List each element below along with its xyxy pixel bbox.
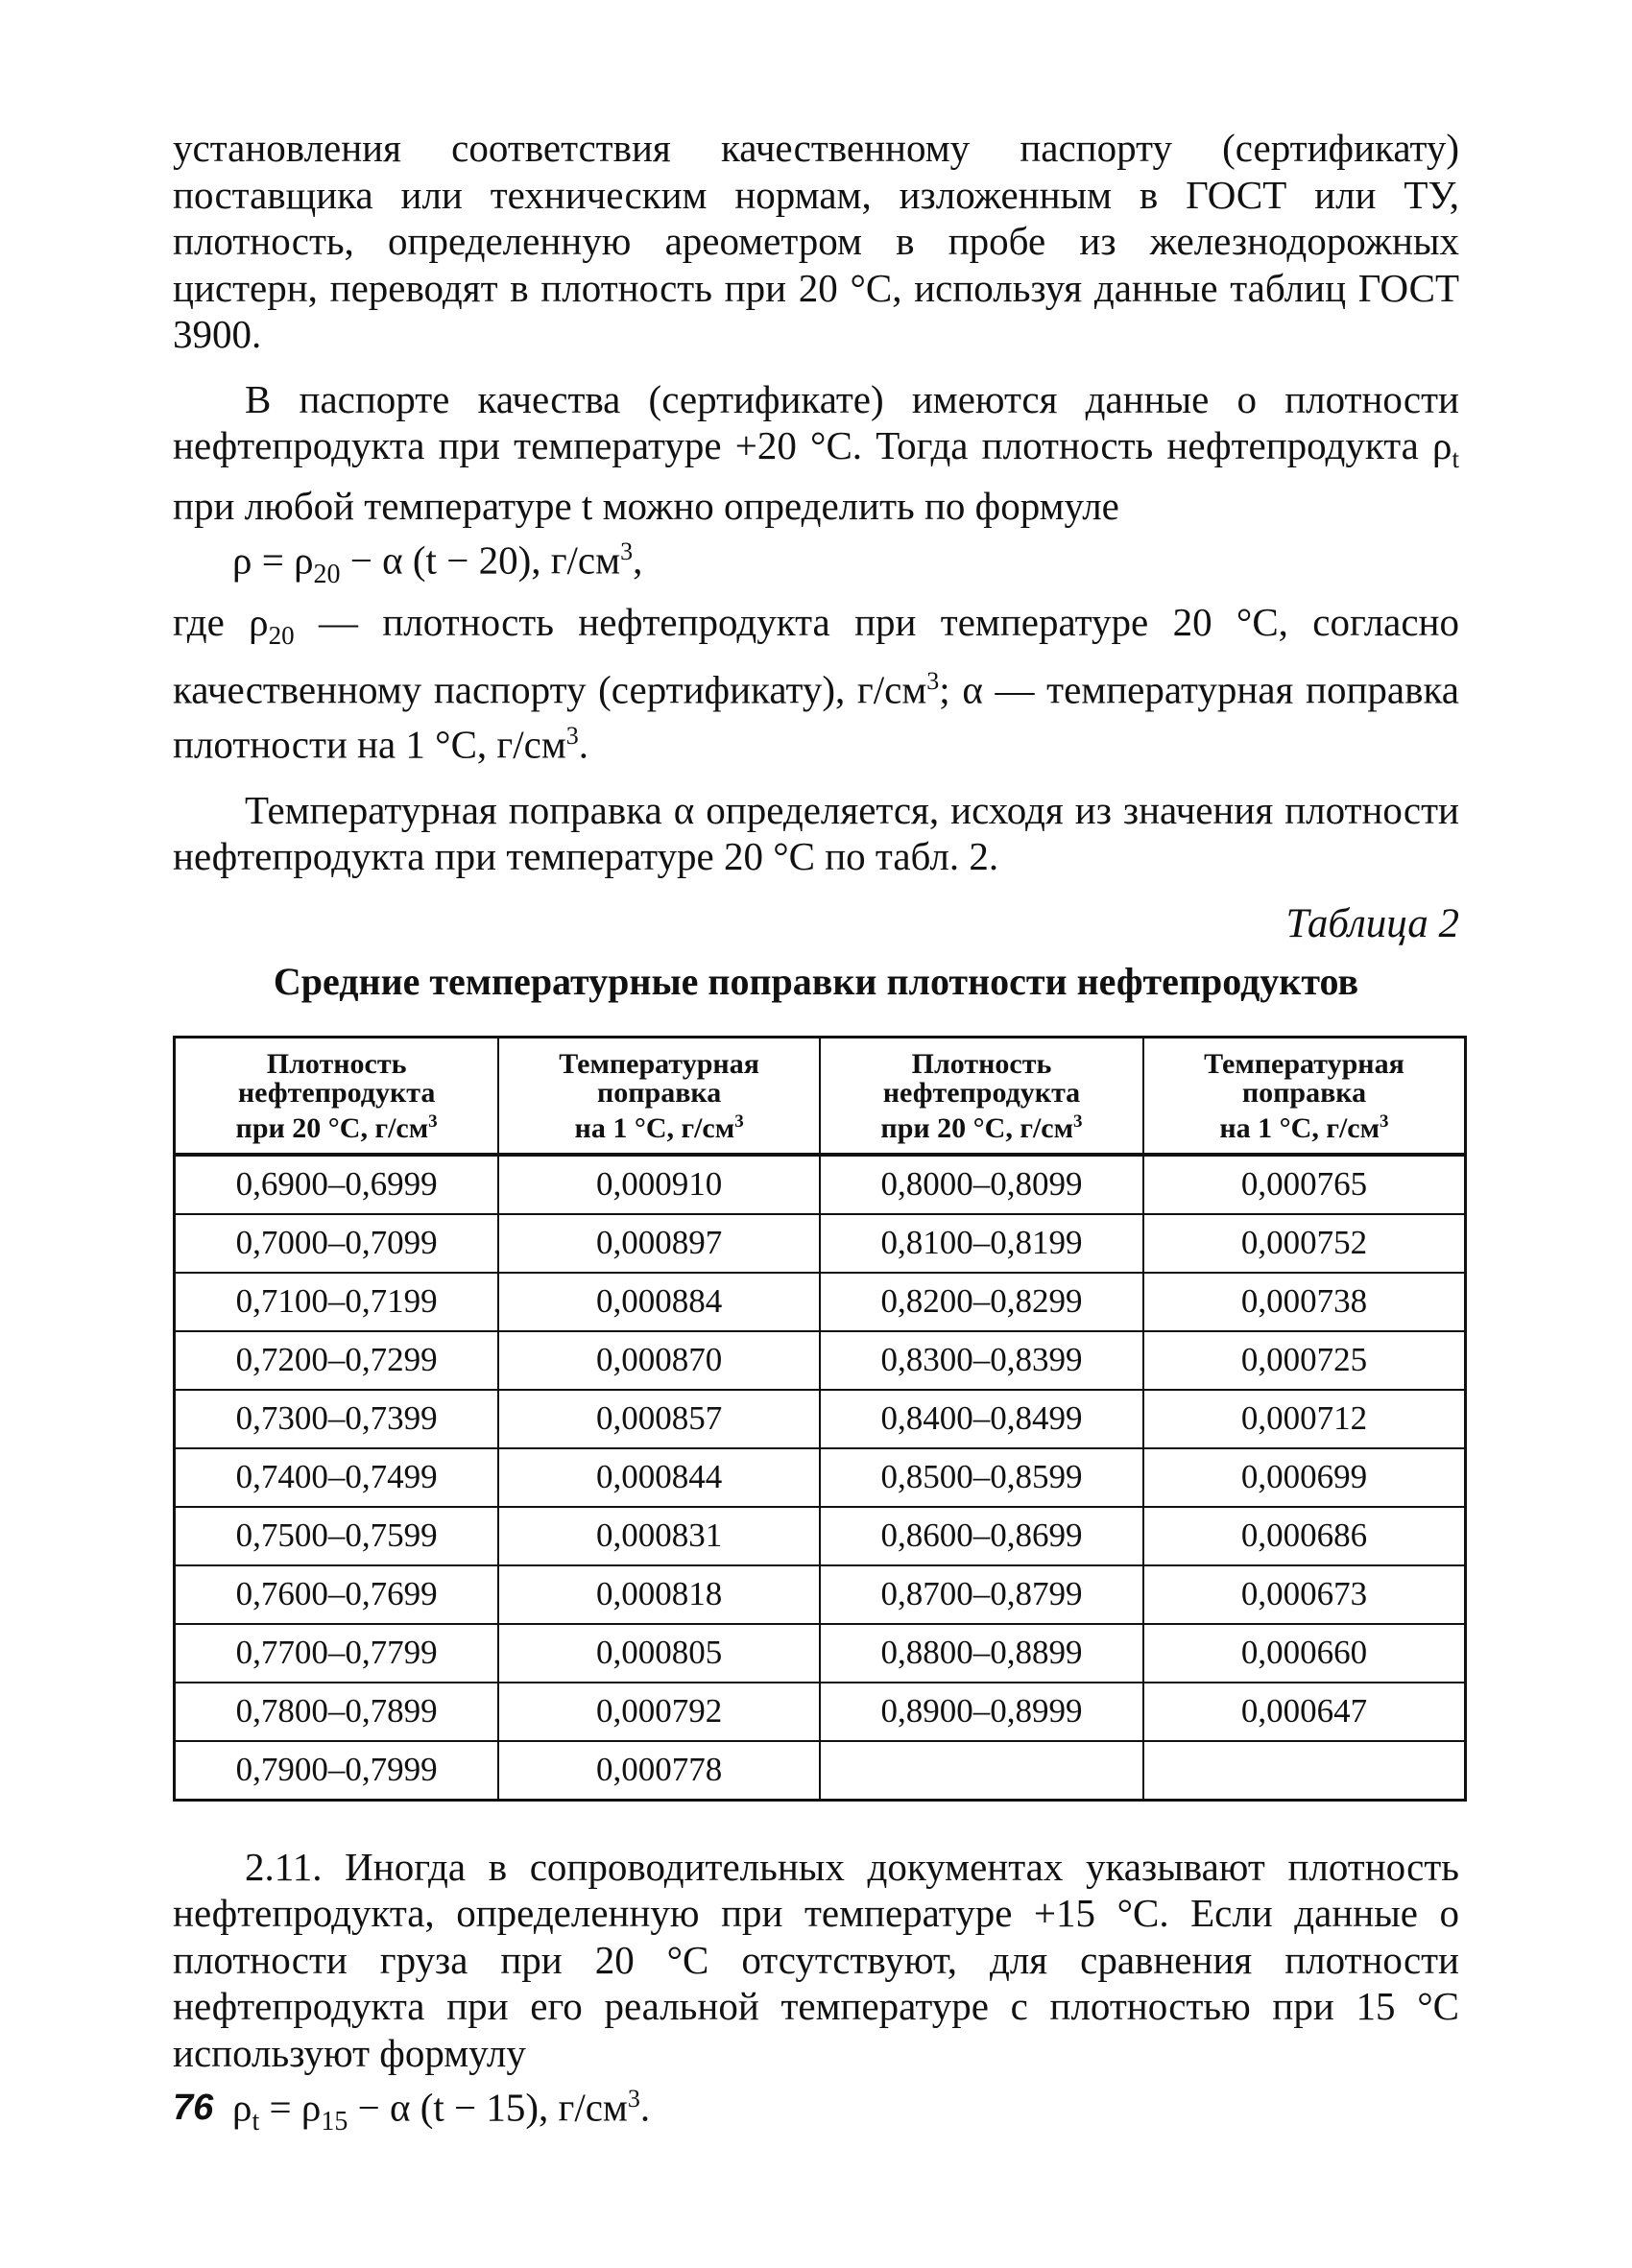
table-cell: 0,7100–0,7199 bbox=[175, 1273, 499, 1331]
table-cell: 0,8000–0,8099 bbox=[820, 1155, 1143, 1214]
table-row bbox=[175, 1507, 1466, 1565]
table-cell: 0,000686 bbox=[1143, 1507, 1466, 1565]
table-header-row bbox=[175, 1037, 1466, 1155]
table-cell bbox=[820, 1741, 1143, 1801]
paragraph-1: установления соответствия качественному паспорту (сертификату) поставщика или техническим нормам, изложенным в ГОСТ или ТУ, плотность, определенную ареометром в пробе из железнодорожных цистерн, переводят в плотность при 20 °С, используя данные таблиц ГОСТ 3900. bbox=[173, 126, 1459, 356]
table-cell: 0,000857 bbox=[498, 1390, 820, 1448]
table-cell: 0,7400–0,7499 bbox=[175, 1448, 499, 1507]
table-cell: 0,000778 bbox=[498, 1741, 820, 1801]
paragraph-4: Температурная поправка α определяется, исходя из значения плотности нефтепродукта при температуре 20 °С по табл. 2. bbox=[173, 787, 1459, 879]
table-cell: 0,000660 bbox=[1143, 1624, 1466, 1683]
table-row bbox=[175, 1155, 1466, 1214]
table-cell: 0,8600–0,8699 bbox=[820, 1507, 1143, 1565]
table-row bbox=[175, 1448, 1466, 1507]
table-cell: 0,8200–0,8299 bbox=[820, 1273, 1143, 1331]
table-caption: Таблица 2 bbox=[1285, 900, 1459, 946]
table-row bbox=[175, 1273, 1466, 1331]
page-number: 76 bbox=[173, 2088, 214, 2128]
table-cell: 0,000818 bbox=[498, 1565, 820, 1624]
table-cell: 0,7200–0,7299 bbox=[175, 1331, 499, 1390]
table-cell: 0,000884 bbox=[498, 1273, 820, 1331]
table-cell: 0,7500–0,7599 bbox=[175, 1507, 499, 1565]
table-row bbox=[175, 1683, 1466, 1741]
table-cell bbox=[1143, 1741, 1466, 1801]
page-content bbox=[173, 125, 1459, 2145]
table-title: Средние температурные поправки плотности нефтепродуктов bbox=[273, 959, 1359, 1003]
density-correction-table bbox=[173, 1036, 1467, 1802]
header-correction: Температурная поправка на 1 °С, $г/см^3$ bbox=[498, 1037, 820, 1155]
table-cell: 0,8500–0,8599 bbox=[820, 1448, 1143, 1507]
table-cell: 0,000673 bbox=[1143, 1565, 1466, 1624]
table-cell: 0,7700–0,7799 bbox=[175, 1624, 499, 1683]
table-cell: 0,7000–0,7099 bbox=[175, 1214, 499, 1273]
density-formula-15: $\rho_t = \rho_{15} - \alpha$ (t − 15), $г/см^3$. bbox=[232, 2085, 651, 2137]
table-row bbox=[175, 1390, 1466, 1448]
table-cell: 0,7900–0,7999 bbox=[175, 1741, 499, 1801]
table-cell: 0,000699 bbox=[1143, 1448, 1466, 1507]
table-cell: 0,8900–0,8999 bbox=[820, 1683, 1143, 1741]
header-correction: Температурная поправка на 1 °С, $г/см^3$ bbox=[1143, 1037, 1466, 1155]
table-cell: 0,7600–0,7699 bbox=[175, 1565, 499, 1624]
table-cell: 0,000725 bbox=[1143, 1331, 1466, 1390]
table-cell: 0,000805 bbox=[498, 1624, 820, 1683]
table-cell: 0,8100–0,8199 bbox=[820, 1214, 1143, 1273]
table-cell: 0,000752 bbox=[1143, 1214, 1466, 1273]
density-formula-20: $\rho = \rho_{20} - \alpha$ (t − 20), $г/см^3$, bbox=[232, 537, 643, 590]
table-cell: 0,000712 bbox=[1143, 1390, 1466, 1448]
paragraph-2: В паспорте качества (сертификате) имеются данные о плотности нефтепродукта при температуре +20 °С. Тогда плотность нефтепродукта $\rho_t$ при любой температуре t можно определить по формуле bbox=[173, 376, 1459, 528]
table-row bbox=[175, 1331, 1466, 1390]
table-row bbox=[175, 1624, 1466, 1683]
paragraph-5: 2.11. Иногда в сопроводительных документах указывают плотность нефтепродукта, определенную при температуре +15 °С. Если данные о плотности груза при 20 °С отсутствуют, для сравнения плотности нефтепродукта при его реальной температуре с плотностью при 15 °С используют формулу bbox=[173, 1844, 1459, 2075]
table-cell: 0,8400–0,8499 bbox=[820, 1390, 1143, 1448]
table-cell: 0,8800–0,8899 bbox=[820, 1624, 1143, 1683]
table-cell: 0,000647 bbox=[1143, 1683, 1466, 1741]
table-cell: 0,000844 bbox=[498, 1448, 820, 1507]
table-cell: 0,7800–0,7899 bbox=[175, 1683, 499, 1741]
table-row bbox=[175, 1741, 1466, 1801]
table-cell: 0,000897 bbox=[498, 1214, 820, 1273]
header-density: Плотность нефтепродукта при 20 °С, $г/см^3$ bbox=[175, 1037, 499, 1155]
paragraph-3: где $\rho_{20}$ — плотность нефтепродукта при температуре 20 °С, согласно качественному паспорту (сертификату), $г/см^3$; α — температурная поправка плотности на 1 °С, $г/см^3$. bbox=[173, 599, 1459, 768]
table-cell: 0,000792 bbox=[498, 1683, 820, 1741]
table-row bbox=[175, 1214, 1466, 1273]
table-cell: 0,000831 bbox=[498, 1507, 820, 1565]
table-cell: 0,7300–0,7399 bbox=[175, 1390, 499, 1448]
table-cell: 0,8300–0,8399 bbox=[820, 1331, 1143, 1390]
table-cell: 0,6900–0,6999 bbox=[175, 1155, 499, 1214]
table-cell: 0,000738 bbox=[1143, 1273, 1466, 1331]
table-cell: 0,8700–0,8799 bbox=[820, 1565, 1143, 1624]
header-density: Плотность нефтепродукта при 20 °С, $г/см^3$ bbox=[820, 1037, 1143, 1155]
table-row bbox=[175, 1565, 1466, 1624]
table-cell: 0,000910 bbox=[498, 1155, 820, 1214]
table-cell: 0,000870 bbox=[498, 1331, 820, 1390]
table-cell: 0,000765 bbox=[1143, 1155, 1466, 1214]
